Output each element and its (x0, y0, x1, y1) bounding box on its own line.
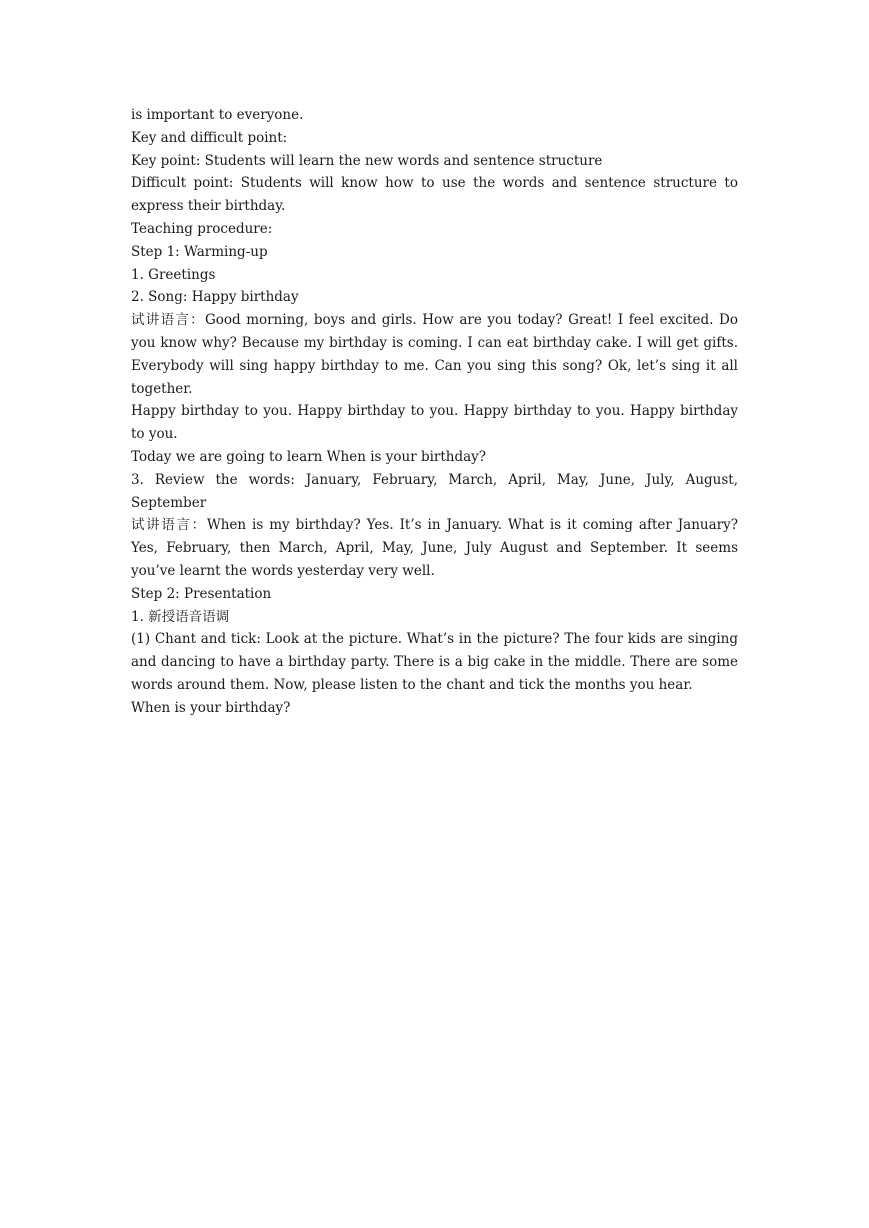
heading-step-2: Step 2: Presentation (131, 585, 272, 602)
paragraph-closing-question: When is your birthday? (131, 699, 291, 716)
list-item-song: 2. Song: Happy birthday (131, 289, 299, 306)
list-item-review-words: 3. Review the words: January, February, March, April, May, June, July, August, September (131, 471, 738, 511)
list-item-greetings: 1. Greetings (131, 266, 216, 283)
list-item-pronunciation: 1. 新授语音语调 (131, 608, 230, 625)
paragraph-trial-speech-1: 试讲语言：Good morning, boys and girls. How are you today? Great! I feel excited. Do you know why? Because my birthday is coming. I can eat birthday cake. I will get gifts. Everybody will sing happy birthday to me. Can you sing this song? Ok, let’s sing it all together. (131, 312, 738, 397)
heading-teaching-procedure: Teaching procedure: (131, 220, 273, 237)
paragraph-key-point: Key point: Students will learn the new words and sentence structure (131, 152, 603, 169)
heading-key-difficult-point: Key and difficult point: (131, 129, 288, 146)
paragraph-chant-and-tick: (1) Chant and tick: Look at the picture. What’s in the picture? The four kids are singing and dancing to have a birthday party. There is a big cake in the middle. There are some words around them. Now, please listen to the chant and tick the months you hear. (131, 631, 738, 693)
heading-step-1: Step 1: Warming-up (131, 243, 268, 260)
paragraph-difficult-point: Difficult point: Students will know how to use the words and sentence structure to express their birthday. (131, 175, 738, 215)
paragraph-song-lyrics: Happy birthday to you. Happy birthday to you. Happy birthday to you. Happy birthday to you. (131, 403, 738, 443)
document-body (131, 104, 738, 720)
paragraph-lesson-topic: Today we are going to learn When is your birthday? (131, 448, 487, 465)
paragraph-intro-tail: is important to everyone. (131, 107, 304, 123)
paragraph-trial-speech-2: 试讲语言：When is my birthday? Yes. It’s in January. What is it coming after January? Yes, February, then March, April, May, June, July August and September. It seems you’ve learnt the words yesterday very well. (131, 517, 738, 579)
